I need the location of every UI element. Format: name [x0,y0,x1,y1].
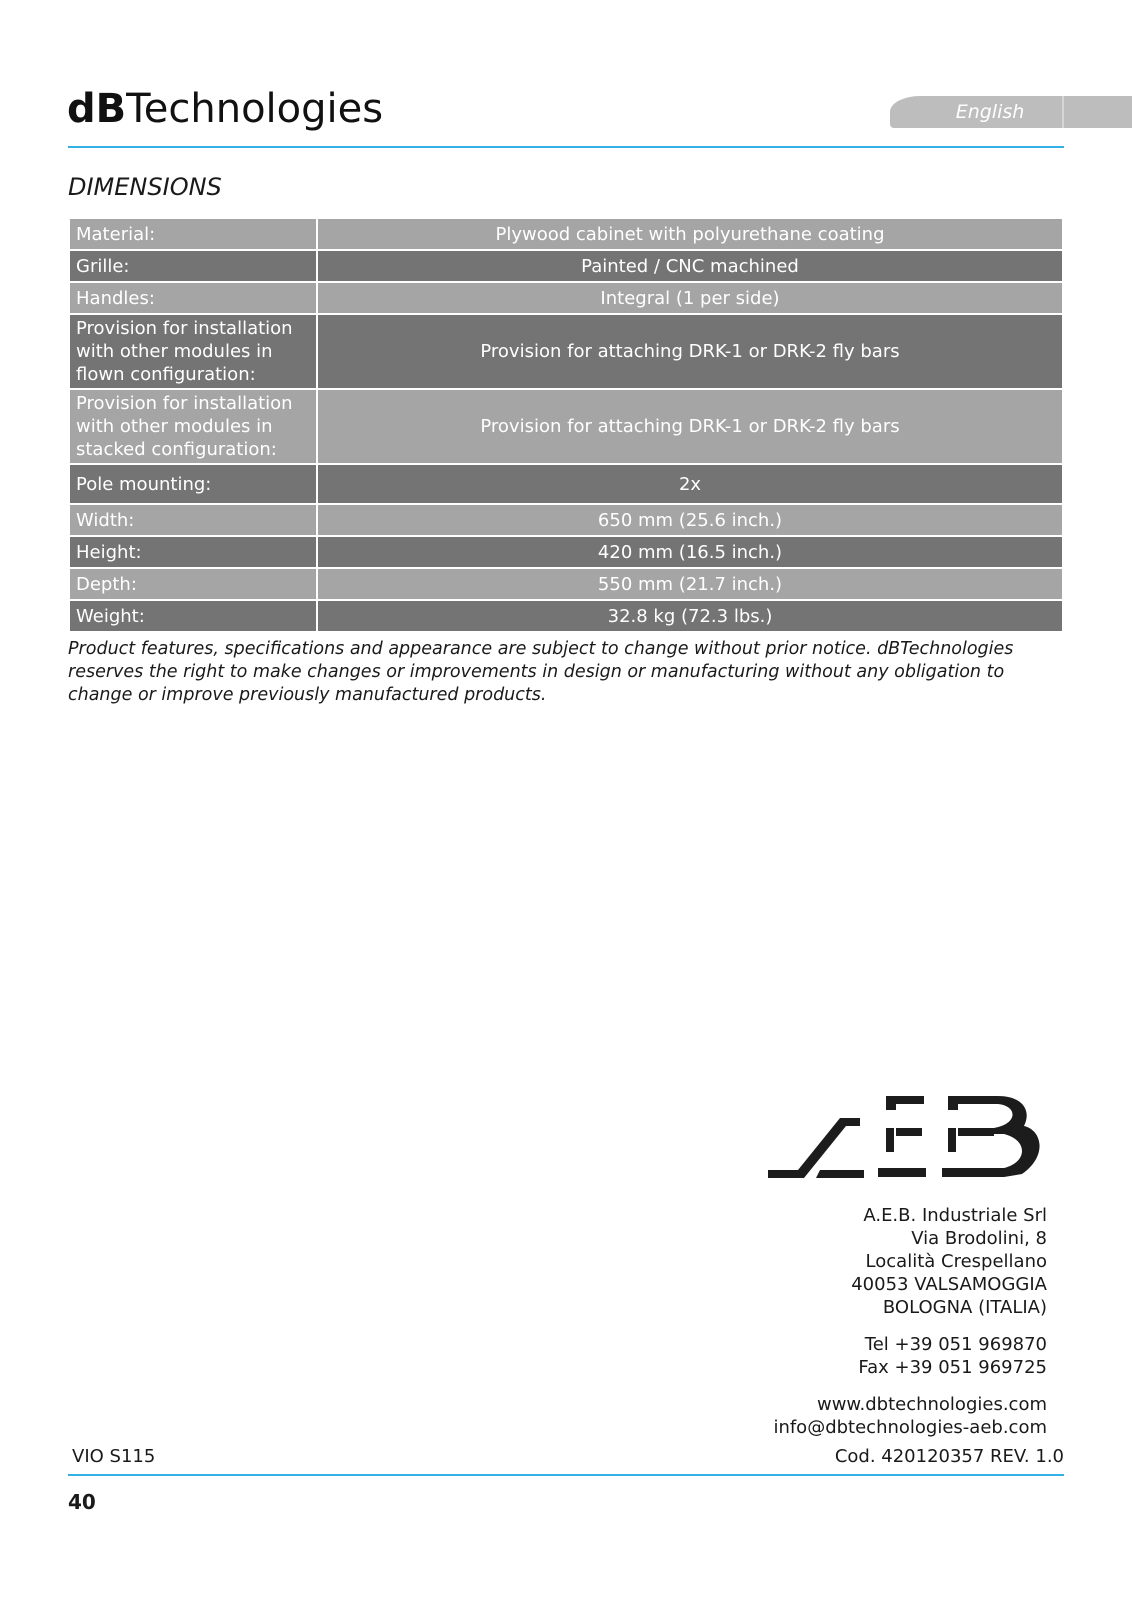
brand-logo-bold: dB [67,86,127,132]
language-label: English [955,101,1025,123]
table-row [69,218,1063,250]
company-street: Via Brodolini, 8 [911,1228,1047,1249]
spec-label: Height: [69,536,317,568]
aeb-logo [760,1070,1060,1190]
spec-value: Provision for attaching DRK-1 or DRK-2 fly bars [317,314,1063,389]
spec-label: Pole mounting: [69,464,317,504]
table-row [69,504,1063,536]
header-rule [68,146,1064,148]
spec-value: Painted / CNC machined [317,250,1063,282]
spec-value: 550 mm (21.7 inch.) [317,568,1063,600]
company-fax: Fax +39 051 969725 [858,1357,1047,1378]
company-website-link[interactable]: www.dbtechnologies.com [816,1394,1047,1415]
spec-value: 2x [317,464,1063,504]
document-code: Cod. 420120357 REV. 1.0 [834,1446,1064,1467]
spec-value: 650 mm (25.6 inch.) [317,504,1063,536]
spec-value: Plywood cabinet with polyurethane coating [317,218,1063,250]
table-row [69,536,1063,568]
section-title: DIMENSIONS [68,173,222,201]
spec-label: Depth: [69,568,317,600]
table-row [69,250,1063,282]
language-tab [890,96,1132,128]
spec-label: Width: [69,504,317,536]
table-row [69,568,1063,600]
model-name: VIO S115 [72,1446,156,1467]
table-row [69,600,1063,632]
spec-value: 32.8 kg (72.3 lbs.) [317,600,1063,632]
spec-value: Provision for attaching DRK-1 or DRK-2 fly bars [317,389,1063,464]
spec-label: Grille: [69,250,317,282]
brand-logo-rest: Technologies [126,86,384,132]
table-row [69,464,1063,504]
company-tel: Tel +39 051 969870 [864,1334,1047,1355]
table-row [69,282,1063,314]
company-name: A.E.B. Industriale Srl [863,1205,1047,1226]
spec-value: Integral (1 per side) [317,282,1063,314]
company-locality: Località Crespellano [865,1251,1047,1272]
footer-rule [68,1474,1064,1476]
spec-label: Weight: [69,600,317,632]
company-email-link[interactable]: info@dbtechnologies-aeb.com [773,1417,1047,1438]
company-address [773,1204,1047,1439]
spec-value: 420 mm (16.5 inch.) [317,536,1063,568]
spec-label: Provision for installation with other modules in stacked configuration: [69,389,317,464]
brand-logo [67,84,383,134]
table-row [69,389,1063,464]
language-tab-divider [1062,96,1064,128]
dimensions-table [68,217,1064,633]
spec-label: Material: [69,218,317,250]
spec-label: Handles: [69,282,317,314]
spec-label: Provision for installation with other modules in flown configuration: [69,314,317,389]
company-region: BOLOGNA (ITALIA) [882,1297,1047,1318]
disclaimer-notice: Product features, specifications and appearance are subject to change without prior notice. dBTechnologies reserves the right to make changes or improvements in design or manufacturing without any obligation to change or improve previously manufactured products. [68,639,1014,705]
page-number: 40 [68,1490,96,1514]
table-row [69,314,1063,389]
company-city: 40053 VALSAMOGGIA [851,1274,1047,1295]
